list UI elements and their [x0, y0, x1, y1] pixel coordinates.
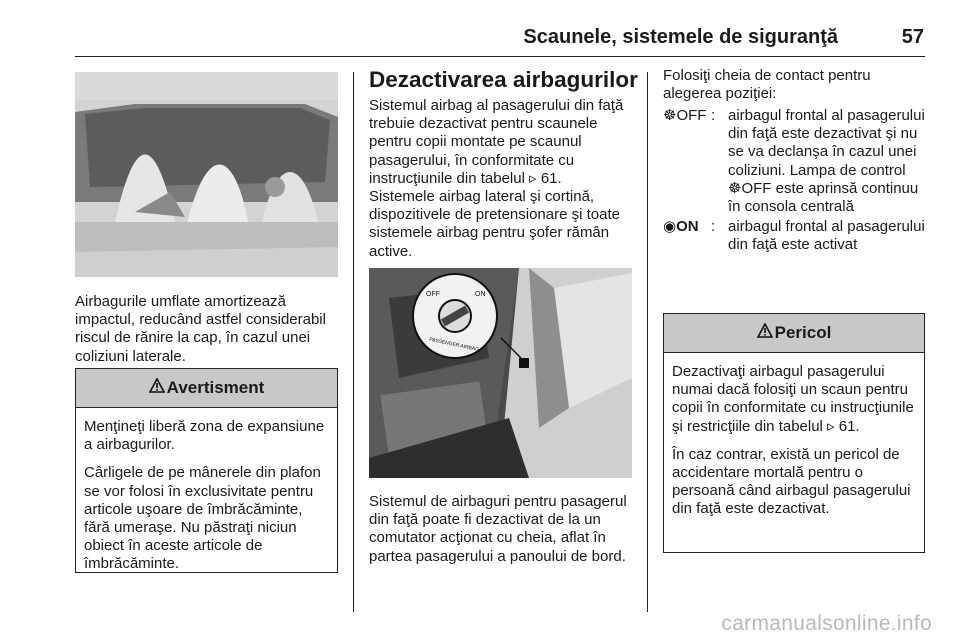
- middle-paragraph-1: Sistemul airbag al pasagerului din faţă trebuie dezactivat pentru scaunele pentru copii montate pe scaunul pasagerului, în conformitate cu instrucţiunile din tabelul ▹ 61.: [369, 97, 624, 187]
- column-divider-1: [353, 72, 354, 612]
- warning-triangle-icon: [757, 323, 773, 343]
- right-intro: Folosiţi cheia de contact pentru alegerea poziţiei:: [663, 67, 871, 103]
- middle-paragraph-2: Sistemele airbag lateral şi cortină, dispozitivele de pretensionare şi toate sistemele airbag pentru şofer rămân active.: [369, 188, 620, 260]
- left-caption: Airbagurile umflate amortizează impactul, reducând astfel considerabil riscul de rănire la cap, în cazul unei coliziuni laterale.: [75, 293, 326, 365]
- warning-box-header: [76, 369, 337, 408]
- off-description: airbagul frontal al pasagerului din faţă este dezactivat şi nu se va declanşa în cazul unei coliziuni. Lampa de control ☸OFF este aprinsă continuu în consola centrală: [728, 107, 925, 216]
- airbag-off-icon-inline: ☸: [728, 179, 742, 197]
- switch-on-label: ON: [475, 291, 486, 298]
- danger-paragraph-1: Dezactivaţi airbagul pasagerului numai dacă folosiţi un scaun pentru copii în conformitate cu instrucţiunile şi restricţiile din tabelul ▹ 61.: [672, 363, 914, 435]
- danger-box-body: [664, 353, 924, 537]
- list-item-on: ◉ON : airbagul frontal al pasagerului din faţă este activat: [663, 218, 925, 254]
- warning-paragraph-1: Menţineţi liberă zona de expansiune a airbagurilor.: [84, 418, 325, 454]
- left-photo: [75, 72, 338, 277]
- on-description: airbagul frontal al pasagerului din faţă este activat: [728, 218, 925, 254]
- page-number: 57: [901, 26, 924, 48]
- warning-box-title: Avertisment: [166, 378, 265, 397]
- warning-paragraph-2: Cârligele de pe mânerele din plafon se vor folosi în exclusivitate pentru articole uşoare de îmbrăcăminte, fără umeraşe. Nu păstraţi niciun obiect în aceste articole de îmbrăcăminte.: [84, 464, 321, 573]
- off-term: ☸OFF: [663, 107, 707, 124]
- warning-box-body: [76, 408, 337, 592]
- danger-paragraph-2: În caz contrar, există un pericol de accidentare mortală pentru o persoană când airbagul pasagerului din faţă este dezactivat.: [672, 445, 911, 518]
- warning-box: [75, 368, 338, 573]
- on-term: ◉ON: [663, 218, 699, 236]
- airbag-key-switch-illustration: [369, 268, 632, 478]
- watermark: carmanualsonline.info: [721, 612, 932, 635]
- danger-box-header: [664, 314, 924, 353]
- middle-caption: Sistemul de airbaguri pentru pasagerul din faţă poate fi dezactivat de la un comutator acţionat cu cheia, aflat în partea pasagerului a panoului de bord.: [369, 493, 627, 565]
- page-reference: 61.: [540, 169, 562, 187]
- header-rule: [75, 56, 925, 57]
- airbag-switch-photo: [369, 268, 632, 478]
- page-reference-icon: ▹: [827, 417, 835, 435]
- airbag-on-icon: ◉: [663, 218, 677, 236]
- page-header: [0, 0, 960, 60]
- danger-box-title: Pericol: [774, 323, 832, 342]
- switch-off-label: OFF: [426, 291, 440, 298]
- airbag-off-icon: ☸: [663, 107, 677, 124]
- page-title: Scaunele, sistemele de siguranţă: [523, 26, 838, 48]
- car-interior-illustration: [75, 72, 338, 277]
- danger-box: [663, 313, 925, 553]
- switch-ring-label: PASSENGER AIRBAG: [428, 336, 480, 354]
- warning-triangle-icon: [149, 378, 165, 398]
- position-list: [663, 107, 925, 257]
- column-divider-2: [647, 72, 648, 612]
- page-reference-icon: ▹: [529, 169, 537, 187]
- section-heading: Dezactivarea airbagurilor: [369, 67, 638, 92]
- list-item-off: ☸OFF : airbagul frontal al pasagerului din faţă este dezactivat şi nu se va declanşa în cazul unei coliziuni. Lampa de control ☸OFF este aprinsă continuu în consola centrală: [663, 107, 925, 216]
